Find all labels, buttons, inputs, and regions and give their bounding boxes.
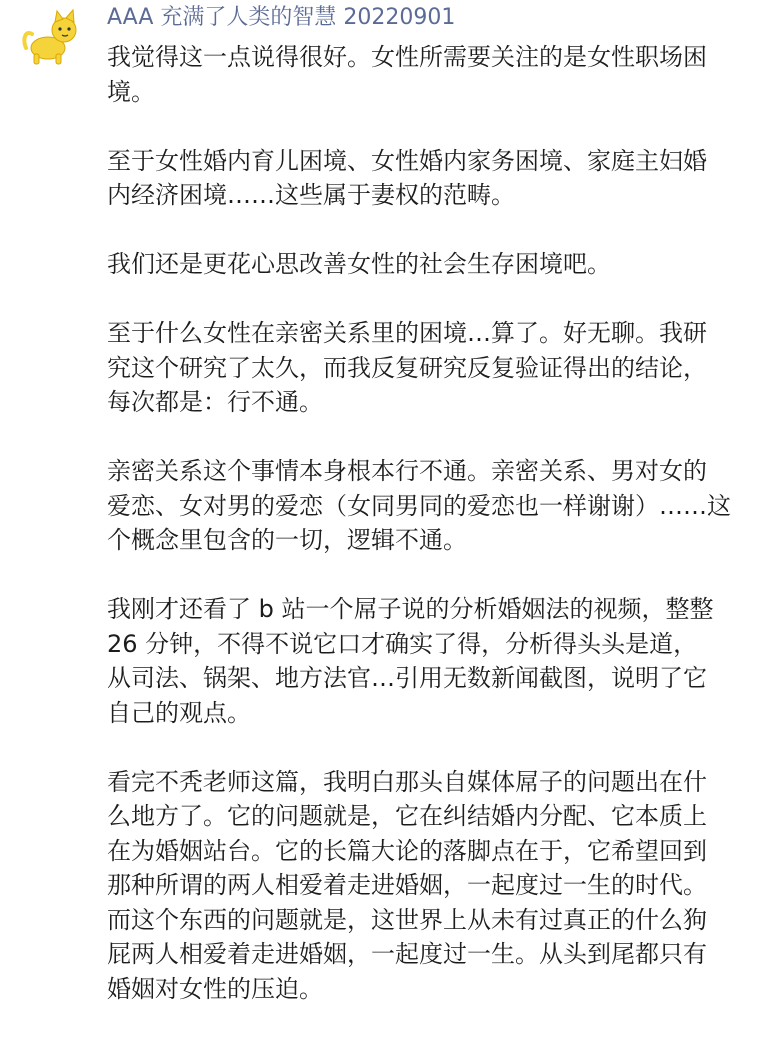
comment-line: 我觉得这一点说得很好。女性所需要关注的是女性职场困 (107, 43, 707, 71)
comment-line: 我刚才还看了 b 站一个屌子说的分析婚姻法的视频，整整 (107, 595, 714, 623)
comment-line: 那种所谓的两人相爱着走进婚姻，一起度过一生的时代。 (107, 871, 707, 899)
comment-line: 亲密关系这个事情本身根本行不通。亲密关系、男对女的 (107, 457, 707, 485)
comment-line: 看完不秃老师这篇，我明白那头自媒体屌子的问题出在什 (107, 767, 707, 796)
comment-body (107, 40, 743, 1041)
comment-line: 婚姻对女性的压迫。 (107, 974, 323, 1003)
comment-line: 爱恋、女对男的爱恋（女同男同的爱恋也一样谢谢）……这 (107, 491, 731, 520)
comment-line: 从司法、锅架、地方法官…引用无数新闻截图，说明了它 (107, 664, 707, 692)
comment-line: 至于什么女性在亲密关系里的困境…算了。好无聊。我研 (107, 319, 707, 347)
comment-line: 而这个东西的问题就是，这世界上从未有过真正的什么狗 (107, 905, 707, 934)
comment-paragraph (107, 765, 743, 1007)
comment-line: 26 分钟，不得不说它口才确实了得，分析得头头是道， (107, 629, 698, 658)
comment-line: 么地方了。它的问题就是，它在纠结婚内分配、它本质上 (107, 802, 707, 830)
comment-paragraph (107, 144, 743, 213)
yellow-cat-icon (20, 8, 82, 70)
author-name[interactable]: AAA 充满了人类的智慧 20220901 (107, 5, 456, 30)
comment-line: 个概念里包含的一切，逻辑不通。 (107, 526, 467, 554)
comment-paragraph (107, 592, 743, 730)
comment-line: 我们还是更花心思改善女性的社会生存困境吧。 (107, 250, 611, 278)
comment-line: 在为婚姻站台。它的长篇大论的落脚点在于，它希望回到 (107, 836, 707, 865)
comment-paragraph (107, 316, 743, 420)
comment-line: 至于女性婚内育儿困境、女性婚内家务困境、家庭主妇婚 (107, 146, 707, 175)
comment-line: 究这个研究了太久，而我反复研究反复验证得出的结论， (107, 353, 707, 382)
comment-line: 屁两人相爱着走进婚姻，一起度过一生。从头到尾都只有 (107, 940, 707, 968)
comment-line: 境。 (107, 77, 155, 106)
comment-paragraph (107, 40, 743, 109)
avatar[interactable] (20, 8, 82, 70)
comment-paragraph (107, 454, 743, 558)
comment-line: 自己的观点。 (107, 698, 251, 727)
comment-paragraph (107, 247, 743, 282)
comment-line: 内经济困境……这些属于妻权的范畴。 (107, 181, 515, 209)
comment-line: 每次都是：行不通。 (107, 388, 323, 416)
